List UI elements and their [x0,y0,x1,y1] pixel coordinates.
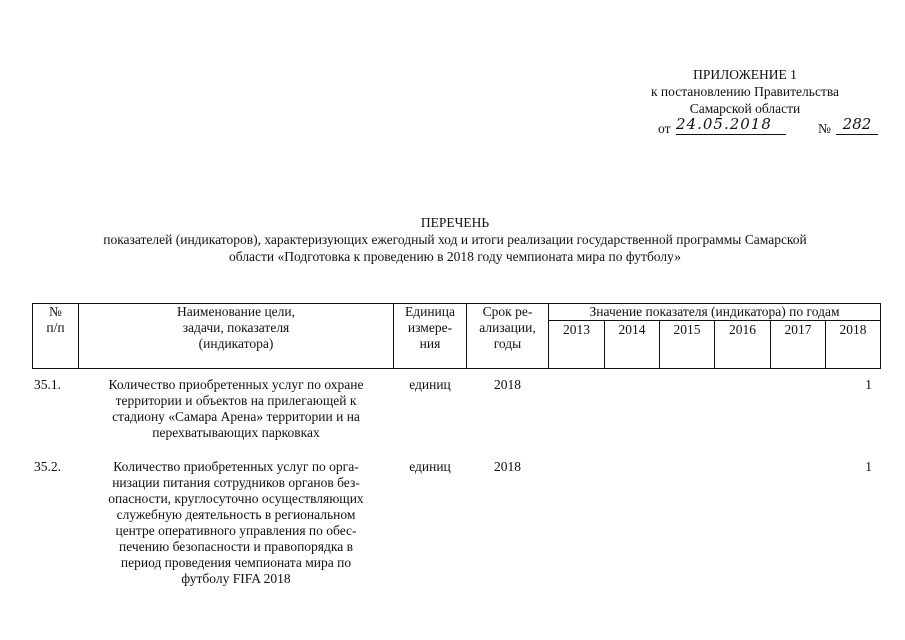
row-description-line: футболу FIFA 2018 [181,571,291,586]
document-title [20,214,890,265]
row-unit: единиц [409,459,451,474]
annex-line-2: к постановлению Правительства [650,84,840,99]
header-unit-line: Единица [404,304,455,319]
header-year-2018: 2018 [839,322,867,337]
row-description-line: низации питания сотрудников органов без- [112,475,360,490]
header-term-line: годы [493,336,522,351]
row-description-line: территории и объектов на прилегающей к [115,393,357,408]
row-description-line: центре оперативного управления по обес- [115,523,357,538]
annex-title: ПРИЛОЖЕНИЕ 1 [693,67,797,82]
header-num-line: п/п [46,320,65,335]
row-description-line: печению безопасности и правопорядка в [119,539,353,554]
title-heading: ПЕРЕЧЕНЬ [420,215,490,230]
header-num [33,304,78,336]
header-term [467,304,548,352]
row-unit: единиц [409,377,451,392]
row-number: 35.1. [34,377,61,392]
title-line-2: показателей (индикаторов), характеризующих ежегодный ход и итоги реализации государственной программы Самарской [103,232,807,247]
header-name [79,304,393,352]
header-values-group: Значение показателя (индикатора) по годам [589,304,840,319]
resolution-date-number [652,117,878,137]
date-prefix: от [658,121,671,136]
annex-line-3: Самарской области [689,101,801,116]
row-description-line: опасности, круглосуточно осуществляющих [108,491,364,506]
vline [880,303,881,369]
title-line-3: области «Подготовка к проведению в 2018 году чемпионата мира по футболу» [229,249,681,264]
header-year-2014: 2014 [618,322,646,337]
row-description [79,459,393,587]
row-description-line: Количество приобретенных услуг по охране [108,377,364,392]
header-term-line: ализации, [479,320,536,335]
number-prefix: № [818,121,831,136]
row-value-2018: 1 [865,459,872,474]
row-description-line: стадиону «Самара Арена» территории и на [112,409,360,424]
row-description-line: служебную деятельность в региональном [116,507,356,522]
header-name-line: Наименование цели, [176,304,296,319]
row-number: 35.2. [34,459,61,474]
resolution-number: 282 [836,116,878,135]
header-year-2015: 2015 [673,322,701,337]
header-unit-line: ния [419,336,441,351]
header-name-line: (индикатора) [198,336,274,351]
header-unit-line: измере- [407,320,453,335]
annex-block [590,66,900,117]
header-name-line: задачи, показателя [182,320,290,335]
row-term: 2018 [494,459,521,474]
row-description-line: Количество приобретенных услуг по орга- [113,459,359,474]
row-term: 2018 [494,377,521,392]
resolution-date: 24.05.2018 [676,116,786,135]
header-year-2016: 2016 [729,322,756,337]
header-num-line: № [49,304,62,319]
header-bottom-border [32,368,881,369]
row-description-line: период проведения чемпионата мира по [120,555,352,570]
header-year-2013: 2013 [563,322,590,337]
row-value-2018: 1 [865,377,872,392]
header-unit [394,304,466,352]
header-year-2017: 2017 [784,322,812,337]
row-description [79,377,393,441]
row-description-line: перехватывающих парковках [152,425,320,440]
header-term-line: Срок ре- [482,304,533,319]
